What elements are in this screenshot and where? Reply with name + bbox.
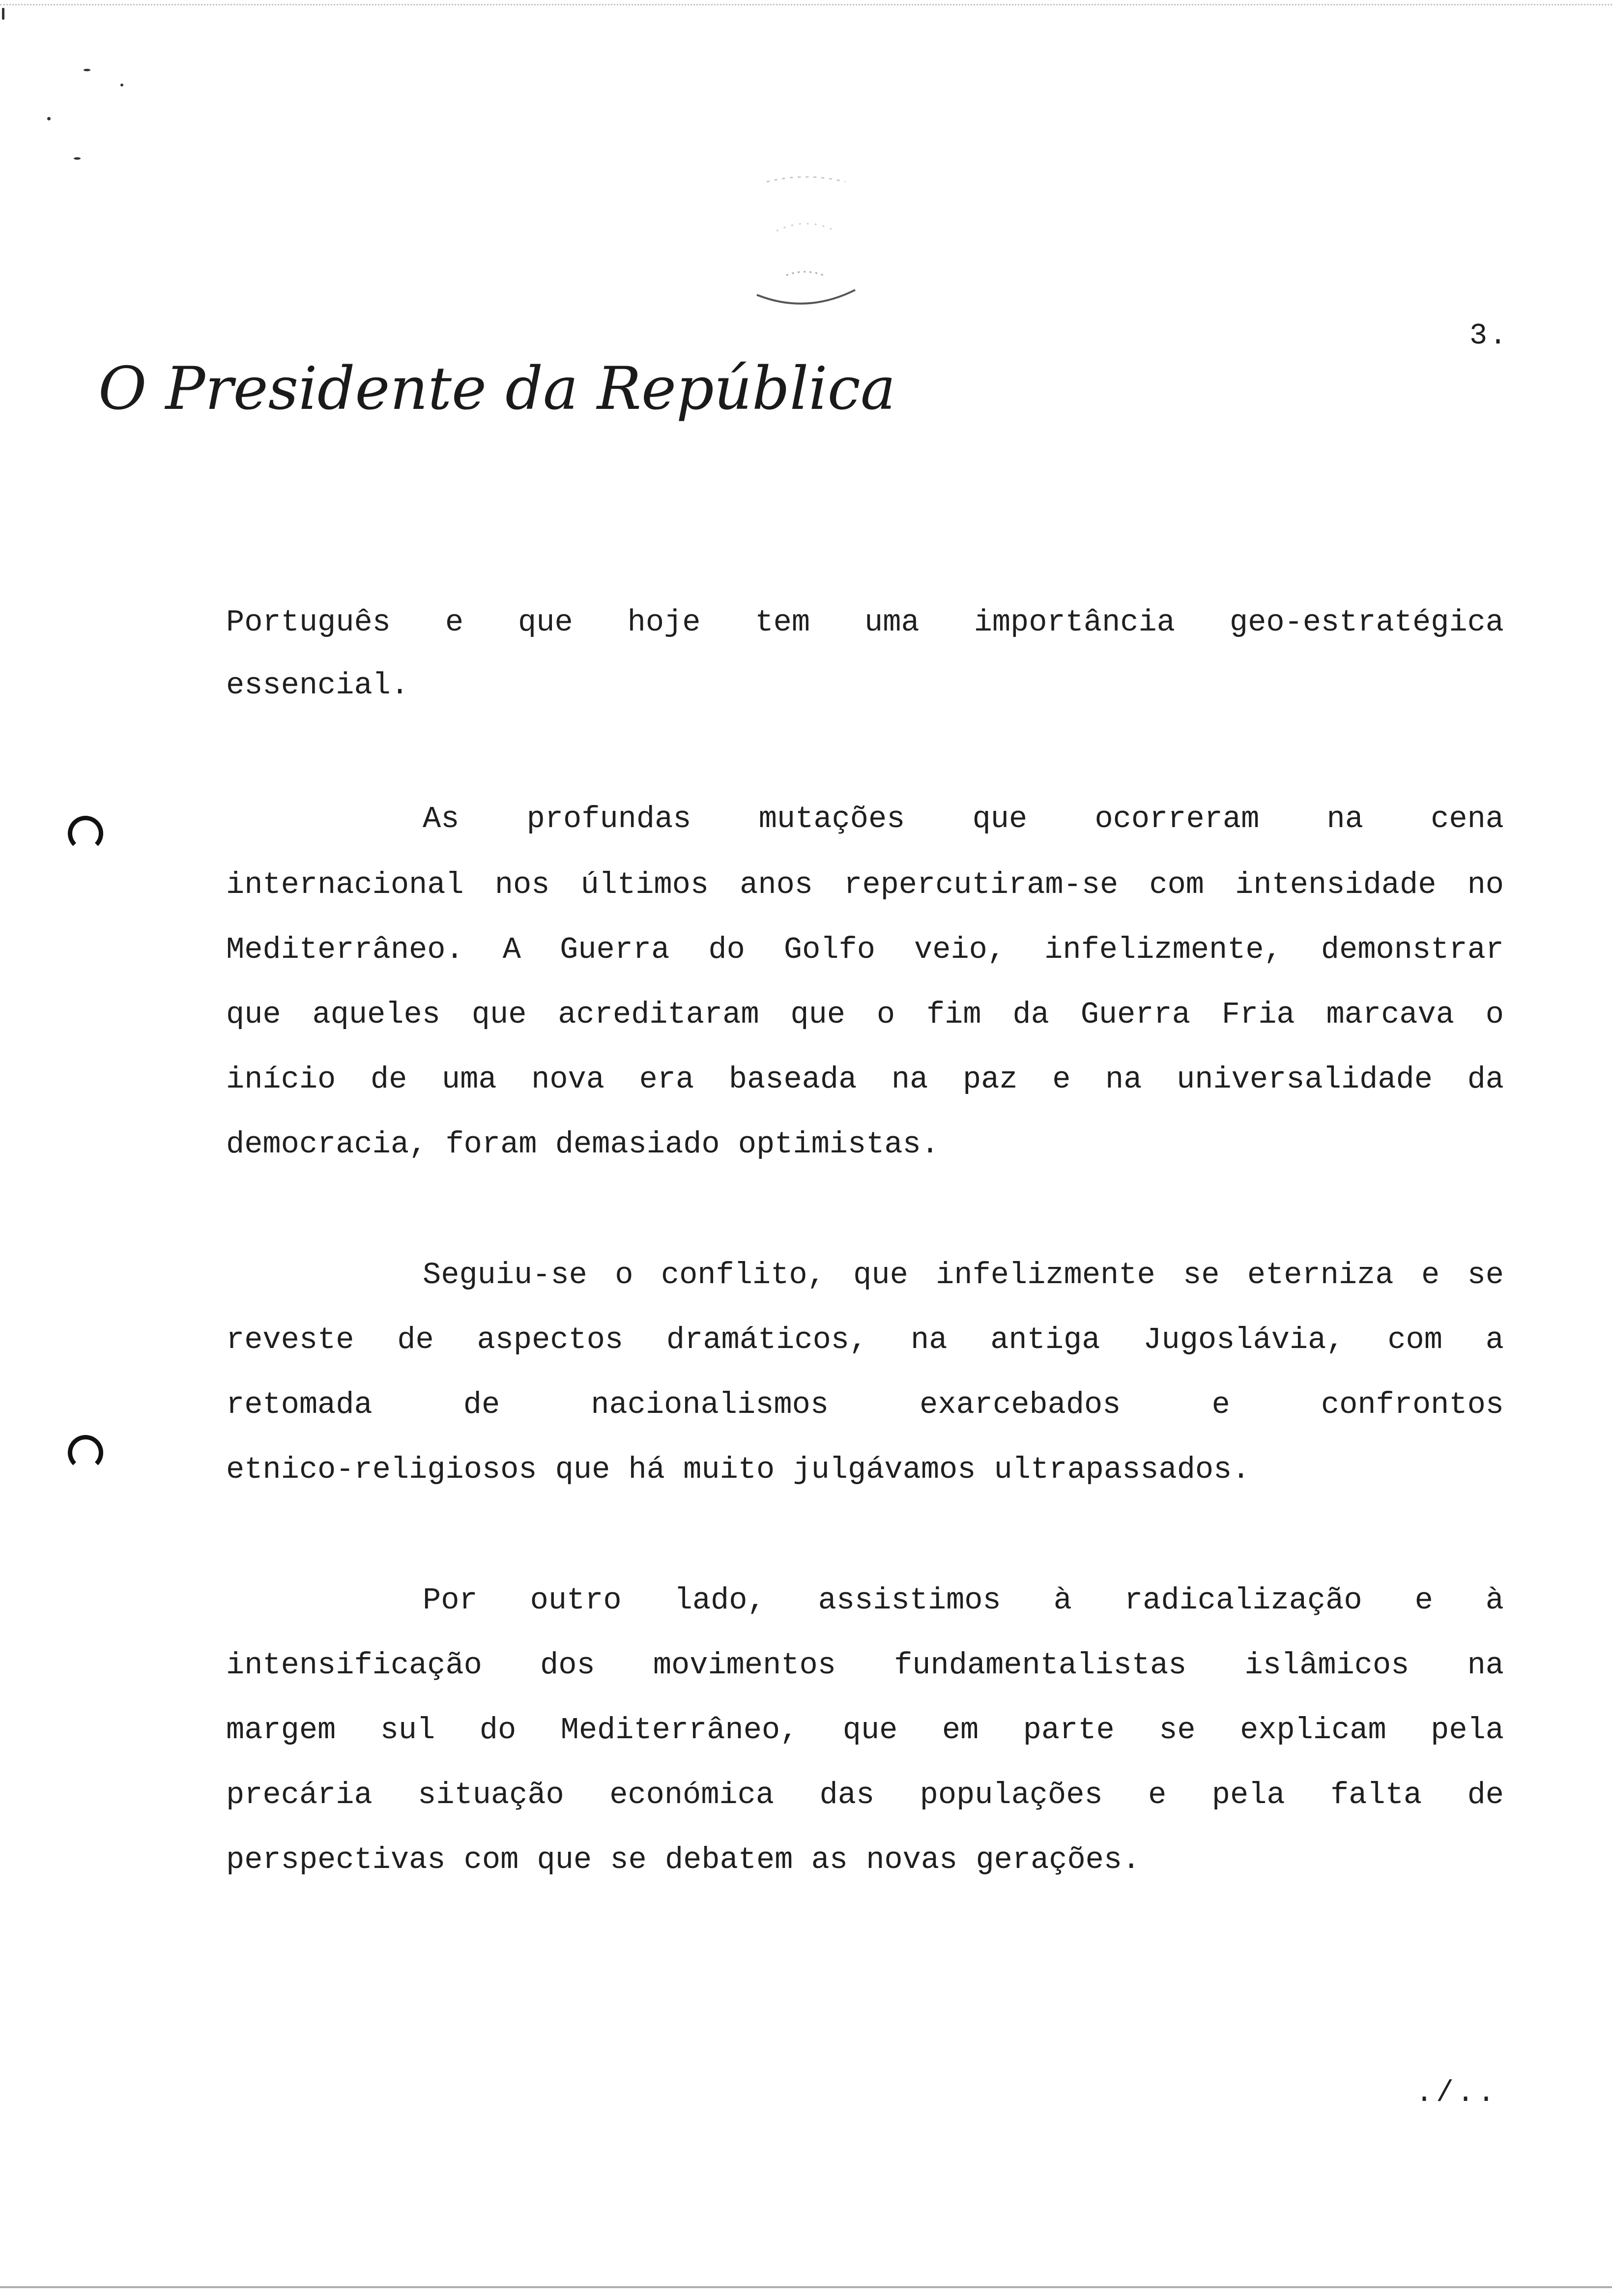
letterhead-text: O Presidente da República [98,355,896,423]
text-line: retomada de nacionalismos exarcebados e confrontos [226,1387,1504,1422]
scan-speck [74,157,81,160]
text-line: início de uma nova era baseada na paz e na universalidade da [226,1062,1504,1097]
scan-speck [47,117,51,120]
scan-speck [84,69,90,71]
text-line: internacional nos últimos anos repercutiram-se com intensidade no [226,867,1504,902]
text-line: Português e que hoje tem uma importância geo-estratégica [226,605,1504,640]
text-line: essencial. [226,668,409,703]
scan-speck [2,8,4,20]
text-line: etnico-religiosos que há muito julgávamos ultrapassados. [226,1452,1250,1487]
punch-hole [68,816,103,851]
scan-speck [120,84,123,86]
text-line: margem sul do Mediterrâneo, que em parte se explicam pela [226,1713,1504,1748]
scan-edge-top [0,4,1612,5]
text-line: Por outro lado, assistimos à radicalização e à [423,1583,1504,1618]
scan-edge-bottom [0,2286,1612,2288]
continuation-mark: ./.. [1415,2077,1498,2110]
emblem-impression [747,162,865,319]
text-line: precária situação económica das populações e pela falta de [226,1778,1504,1812]
text-line: Mediterrâneo. A Guerra do Golfo veio, infelizmente, demonstrar [226,932,1504,967]
letterhead [98,354,896,432]
text-line: que aqueles que acreditaram que o fim da Guerra Fria marcava o [226,997,1504,1032]
text-line: Seguiu-se o conflito, que infelizmente se eterniza e se [423,1258,1504,1292]
page-number: 3. [1469,319,1509,353]
punch-hole [68,1435,103,1470]
text-line: democracia, foram demasiado optimistas. [226,1127,940,1162]
text-line: intensificação dos movimentos fundamentalistas islâmicos na [226,1648,1504,1683]
text-line: perspectivas com que se debatem as novas gerações. [226,1842,1141,1877]
text-line: reveste de aspectos dramáticos, na antiga Jugoslávia, com a [226,1322,1504,1357]
text-line: As profundas mutações que ocorreram na cena [423,802,1504,836]
